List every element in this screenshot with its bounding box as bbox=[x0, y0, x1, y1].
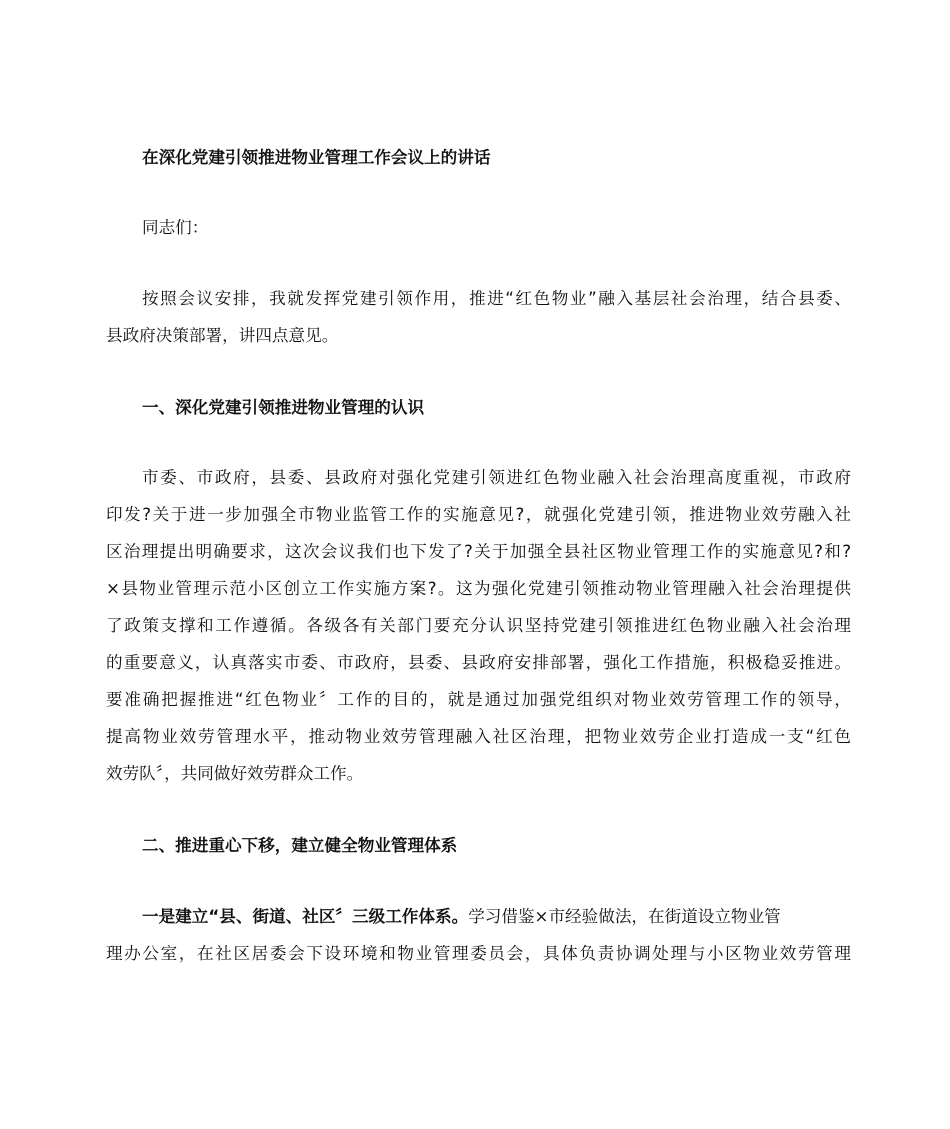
section-2-heading: 二、推进重心下移，建立健全物业管理体系 bbox=[142, 836, 458, 855]
section-1-line: ×县物业管理示范小区创立工作实施方案?。这为强化党建引领推动物业管理融入社会治理提供 bbox=[106, 579, 851, 598]
section-2-line-2: 理办公室，在社区居委会下设环境和物业管理委员会，具体负责协调处理与小区物业效劳管理 bbox=[106, 944, 851, 963]
intro-line-1: 按照会议安排，我就发挥党建引领作用，推进“红色物业”融入基层社会治理，结合县委、 bbox=[142, 289, 851, 308]
section-1-line: 的重要意义，认真落实市委、市政府，县委、县政府安排部署，强化工作措施，积极稳妥推进。 bbox=[106, 653, 851, 672]
section-1-line: 要准确把握推进“红色物业〞工作的目的，就是通过加强党组织对物业效劳管理工作的领导， bbox=[106, 690, 851, 709]
section-1-line: 效劳队〞，共同做好效劳群众工作。 bbox=[106, 764, 364, 783]
section-1-line: 区治理提出明确要求，这次会议我们也下发了?关于加强全县社区物业管理工作的实施意见?和? bbox=[106, 542, 851, 561]
section-1-line: 市委、市政府，县委、县政府对强化党建引领进红色物业融入社会治理高度重视，市政府 bbox=[142, 468, 851, 487]
salutation: 同志们： bbox=[142, 218, 209, 237]
section-2-lead-bold: 一是建立“县、街道、社区〞三级工作体系。 bbox=[142, 907, 469, 926]
intro-line-2: 县政府决策部署，讲四点意见。 bbox=[106, 326, 339, 345]
section-1-heading: 一、深化党建引领推进物业管理的认识 bbox=[142, 398, 425, 417]
section-1-line: 提高物业效劳管理水平，推动物业效劳管理融入社区治理，把物业效劳企业打造成一支“红色 bbox=[106, 727, 851, 746]
section-2-line-1 bbox=[142, 898, 851, 935]
document-title: 在深化党建引领推进物业管理工作会议上的讲话 bbox=[142, 148, 491, 167]
section-1-line: 了政策支撑和工作遵循。各级各有关部门要充分认识坚持党建引领推进红色物业融入社会治理 bbox=[106, 616, 851, 635]
section-2-lead-rest: 学习借鉴×市经验做法，在街道设立物业管 bbox=[468, 907, 781, 926]
section-1-line: 印发?关于进一步加强全市物业监管工作的实施意见?，就强化党建引领，推进物业效劳融入社 bbox=[106, 505, 851, 524]
